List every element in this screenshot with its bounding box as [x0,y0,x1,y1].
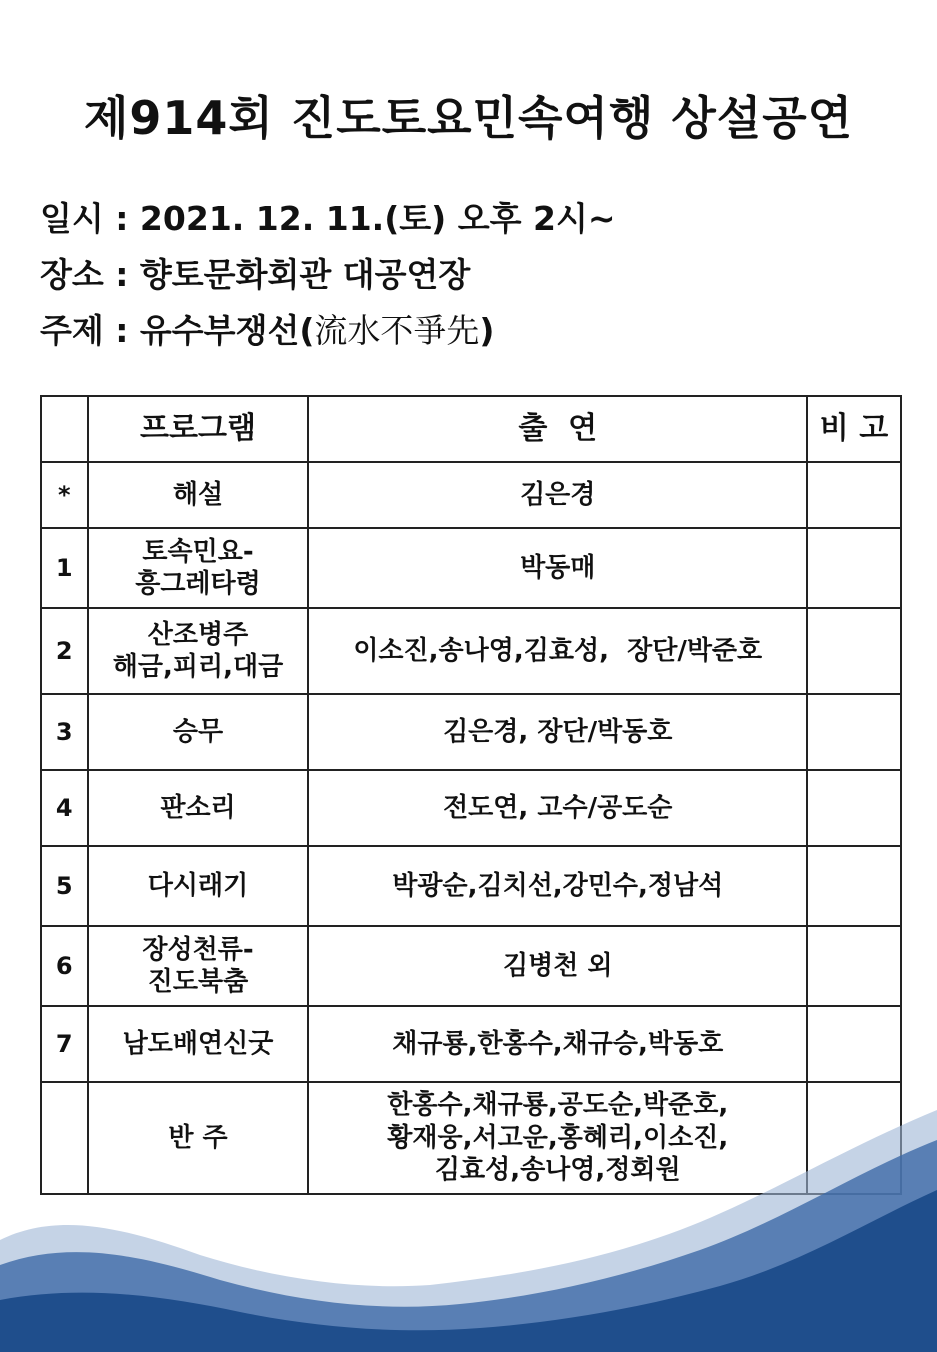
table-header-row [41,396,901,462]
program-table [40,395,902,1195]
table-row [41,694,901,770]
row-program: 다시래기 [88,846,309,926]
row-performers: 한홍수,채규룡,공도순,박준호, 황재웅,서고운,홍혜리,이소진, 김효성,송나영,정회원 [308,1082,807,1194]
row-number: 6 [41,926,88,1006]
row-number: 4 [41,770,88,846]
row-program: 장성천류- 진도북춤 [88,926,309,1006]
row-performers: 박동매 [308,528,807,608]
table-row [41,528,901,608]
theme-label: 주제 : 유수부쟁선( [40,311,315,350]
row-performers: 김병천 외 [308,926,807,1006]
wave-decoration [0,1090,937,1352]
row-program: 해설 [88,462,309,528]
row-note [807,846,901,926]
row-program: 토속민요- 흥그레타령 [88,528,309,608]
row-note [807,926,901,1006]
header-program: 프로그램 [88,396,309,462]
row-program: 남도배연신굿 [88,1006,309,1082]
table-row [41,462,901,528]
row-note [807,770,901,846]
header-performers: 출 연 [308,396,807,462]
row-number: 1 [41,528,88,608]
table-row [41,846,901,926]
row-program: 산조병주 해금,피리,대금 [88,608,309,694]
table-row [41,1006,901,1082]
row-note [807,528,901,608]
table-row [41,926,901,1006]
row-number: 3 [41,694,88,770]
table-row [41,770,901,846]
header-number [41,396,88,462]
page-title: 제914회 진도토요민속여행 상설공연 [83,91,854,145]
row-note [807,694,901,770]
theme-close: ) [479,311,495,350]
row-program: 판소리 [88,770,309,846]
row-note [807,462,901,528]
event-theme [40,305,495,352]
row-note [807,1006,901,1082]
row-number: 5 [41,846,88,926]
row-number: 7 [41,1006,88,1082]
row-note [807,608,901,694]
row-number: * [41,462,88,528]
theme-hanja: 流水不爭先 [314,311,480,350]
header-note: 비 고 [807,396,901,462]
event-datetime: 일시 : 2021. 12. 11.(토) 오후 2시~ [40,199,616,238]
row-performers: 이소진,송나영,김효성, 장단/박준호 [308,608,807,694]
event-venue: 장소 : 향토문화회관 대공연장 [40,255,471,294]
row-performers: 박광순,김치선,강민수,정남석 [308,846,807,926]
row-program: 승무 [88,694,309,770]
row-performers: 전도연, 고수/공도순 [308,770,807,846]
row-performers: 김은경 [308,462,807,528]
row-performers: 김은경, 장단/박동호 [308,694,807,770]
row-performers: 채규룡,한홍수,채규승,박동호 [308,1006,807,1082]
table-row [41,608,901,694]
row-number: 2 [41,608,88,694]
row-program: 반 주 [88,1082,309,1194]
